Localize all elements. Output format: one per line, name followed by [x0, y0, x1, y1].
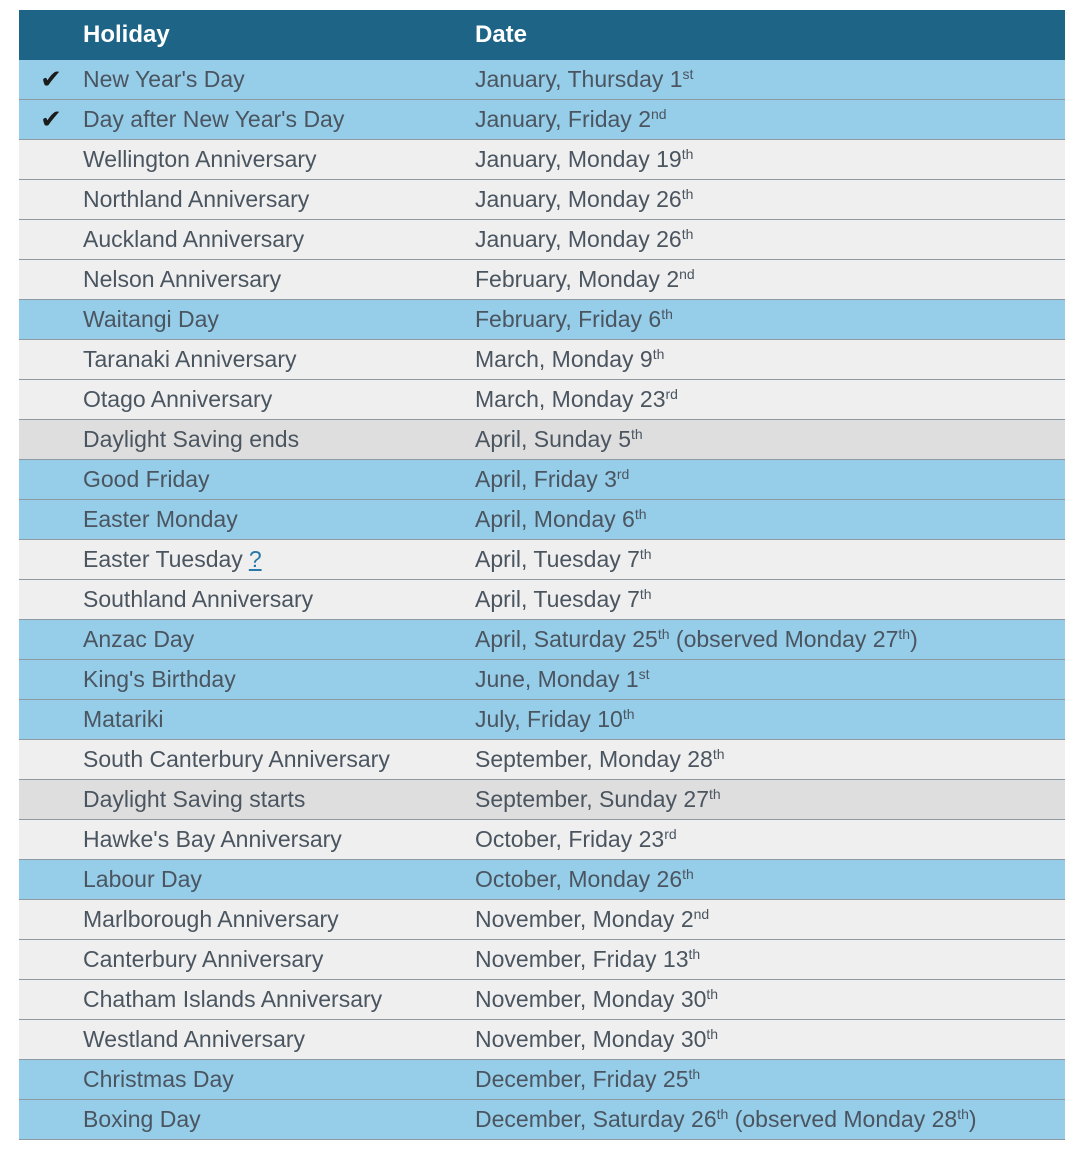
date-text: March, Monday 9 — [475, 346, 653, 372]
holiday-name: Anzac Day — [83, 626, 195, 652]
date-ordinal-suffix: th — [712, 746, 725, 762]
date-ordinal-suffix: th — [657, 626, 670, 642]
holiday-name-cell — [83, 146, 475, 173]
holiday-name-cell — [83, 906, 475, 933]
date-ordinal-suffix: th — [622, 706, 635, 722]
date-ordinal-suffix: th — [706, 986, 719, 1002]
holiday-name-cell — [83, 666, 475, 693]
holiday-name: Otago Anniversary — [83, 386, 273, 412]
table-row — [19, 500, 1065, 540]
holiday-name-cell — [83, 1106, 475, 1133]
date-ordinal-suffix: nd — [679, 266, 695, 282]
table-row — [19, 540, 1065, 580]
holiday-name: Daylight Saving starts — [83, 786, 306, 812]
holiday-name: Good Friday — [83, 466, 210, 492]
holiday-date — [475, 106, 1065, 133]
table-row — [19, 100, 1065, 140]
holiday-name-cell — [83, 586, 475, 613]
holiday-name-cell — [83, 186, 475, 213]
holiday-name-cell — [83, 346, 475, 373]
holiday-date — [475, 946, 1065, 973]
table-row — [19, 380, 1065, 420]
holiday-date — [475, 546, 1065, 573]
date-ordinal-suffix: th — [716, 1106, 729, 1122]
date-ordinal-suffix: th — [681, 226, 694, 242]
holiday-date — [475, 786, 1065, 813]
holiday-date — [475, 666, 1065, 693]
date-text: February, Friday 6 — [475, 306, 662, 332]
table-row — [19, 660, 1065, 700]
date-text: June, Monday 1 — [475, 666, 639, 692]
date-text: October, Friday 23 — [475, 826, 665, 852]
holiday-name: Hawke's Bay Anniversary — [83, 826, 342, 852]
table-row — [19, 980, 1065, 1020]
holiday-name-cell — [83, 786, 475, 813]
holiday-name-cell — [83, 266, 475, 293]
holiday-name: Daylight Saving ends — [83, 426, 300, 452]
date-text: October, Monday 26 — [475, 866, 683, 892]
holiday-name: Westland Anniversary — [83, 1026, 306, 1052]
holiday-name: King's Birthday — [83, 666, 236, 692]
holiday-date — [475, 146, 1065, 173]
date-text: April, Sunday 5 — [475, 426, 631, 452]
holiday-name: Wellington Anniversary — [83, 146, 317, 172]
date-text: March, Monday 23 — [475, 386, 666, 412]
holiday-date — [475, 66, 1065, 93]
holiday-date — [475, 1106, 1065, 1133]
date-text: November, Monday 30 — [475, 1026, 707, 1052]
date-ordinal-suffix: nd — [650, 106, 667, 122]
holiday-date — [475, 386, 1065, 413]
holiday-name-cell — [83, 986, 475, 1013]
header-date: Date — [475, 21, 528, 48]
table-row — [19, 220, 1065, 260]
date-ordinal-suffix: st — [638, 666, 650, 682]
date-ordinal-suffix: th — [688, 1066, 701, 1082]
holiday-name: New Year's Day — [83, 66, 245, 92]
holiday-date — [475, 266, 1065, 293]
date-text: January, Thursday 1 — [475, 66, 683, 92]
holiday-name-cell — [83, 1066, 475, 1093]
date-ordinal-suffix: th — [957, 1106, 969, 1122]
date-text: November, Friday 13 — [475, 946, 689, 972]
date-ordinal-suffix: th — [681, 146, 694, 162]
holiday-name-cell — [83, 226, 475, 253]
holiday-name: Marlborough Anniversary — [83, 906, 339, 932]
holiday-name-cell — [83, 1026, 475, 1053]
date-text: ) — [968, 1106, 977, 1132]
holiday-name: Labour Day — [83, 866, 202, 892]
holiday-date — [475, 706, 1065, 733]
table-row — [19, 1100, 1065, 1140]
holiday-date — [475, 986, 1065, 1013]
date-text: December, Friday 25 — [475, 1066, 689, 1092]
date-text: February, Monday 2 — [475, 266, 680, 292]
holiday-name-cell — [83, 66, 475, 93]
table-row — [19, 940, 1065, 980]
holiday-name-cell — [83, 466, 475, 493]
holiday-date — [475, 426, 1065, 453]
table-row — [19, 700, 1065, 740]
date-text: April, Monday 6 — [475, 506, 635, 532]
date-ordinal-suffix: rd — [665, 386, 678, 402]
holiday-table — [19, 10, 1065, 1140]
holiday-date — [475, 586, 1065, 613]
date-ordinal-suffix: th — [639, 586, 652, 602]
date-text: January, Monday 26 — [475, 226, 682, 252]
holiday-name: Waitangi Day — [83, 306, 219, 332]
header-holiday: Holiday — [83, 21, 170, 48]
table-body — [19, 60, 1065, 1140]
holiday-name-cell — [83, 106, 475, 133]
table-row — [19, 180, 1065, 220]
holiday-date — [475, 506, 1065, 533]
date-ordinal-suffix: th — [706, 1026, 719, 1042]
date-text: April, Tuesday 7 — [475, 586, 640, 612]
holiday-date — [475, 346, 1065, 373]
holiday-name-cell — [83, 306, 475, 333]
table-header — [19, 10, 1065, 60]
holiday-name-cell — [83, 506, 475, 533]
table-row — [19, 860, 1065, 900]
date-text: January, Monday 19 — [475, 146, 682, 172]
date-ordinal-suffix: th — [682, 866, 694, 882]
table-row — [19, 260, 1065, 300]
holiday-date — [475, 226, 1065, 253]
checkmark-icon: ✔ — [40, 64, 62, 94]
holiday-date — [475, 466, 1065, 493]
table-row — [19, 580, 1065, 620]
holiday-date — [475, 826, 1065, 853]
date-text: ) — [910, 626, 918, 652]
table-row — [19, 820, 1065, 860]
date-text: September, Monday 28 — [475, 746, 713, 772]
date-ordinal-suffix: st — [682, 66, 694, 82]
holiday-name: Easter Monday — [83, 506, 238, 532]
holiday-date — [475, 626, 1065, 653]
holiday-name-cell — [83, 386, 475, 413]
date-ordinal-suffix: th — [681, 186, 694, 202]
table-row — [19, 60, 1065, 100]
holiday-name-cell — [83, 706, 475, 733]
checkmark-icon: ✔ — [40, 104, 62, 134]
holiday-name: Southland Anniversary — [83, 586, 314, 612]
date-ordinal-suffix: rd — [664, 826, 677, 842]
holiday-name: Christmas Day — [83, 1066, 234, 1092]
date-text: (observed Monday 27 — [669, 626, 899, 652]
holiday-name-cell — [83, 746, 475, 773]
date-ordinal-suffix: th — [709, 786, 721, 802]
holiday-name: Matariki — [83, 706, 164, 732]
table-row — [19, 140, 1065, 180]
date-ordinal-suffix: th — [634, 506, 647, 522]
holiday-name-cell — [83, 546, 475, 573]
date-ordinal-suffix: th — [630, 426, 643, 442]
holiday-name: Chatham Islands Anniversary — [83, 986, 383, 1012]
date-text: (observed Monday 28 — [728, 1106, 958, 1132]
holiday-date — [475, 746, 1065, 773]
table-row — [19, 300, 1065, 340]
check-cell — [19, 64, 83, 95]
holiday-name-cell — [83, 946, 475, 973]
table-row — [19, 420, 1065, 460]
holiday-name: Canterbury Anniversary — [83, 946, 324, 972]
table-row — [19, 1060, 1065, 1100]
date-ordinal-suffix: th — [898, 626, 911, 642]
date-ordinal-suffix: nd — [693, 906, 710, 922]
holiday-name: Boxing Day — [83, 1106, 201, 1132]
holiday-name-cell — [83, 826, 475, 853]
table-row — [19, 460, 1065, 500]
date-text: November, Monday 30 — [475, 986, 707, 1012]
check-cell — [19, 104, 83, 135]
holiday-name: Northland Anniversary — [83, 186, 310, 212]
holiday-date — [475, 186, 1065, 213]
date-text: January, Friday 2 — [475, 106, 651, 132]
date-text: December, Saturday 26 — [475, 1106, 717, 1132]
holiday-date — [475, 906, 1065, 933]
holiday-name-cell — [83, 626, 475, 653]
holiday-name: Auckland Anniversary — [83, 226, 305, 252]
holiday-name: Day after New Year's Day — [83, 106, 345, 132]
date-text: April, Friday 3 — [475, 466, 617, 492]
date-text: September, Sunday 27 — [475, 786, 709, 812]
help-link[interactable]: ? — [248, 546, 262, 572]
holiday-name-cell — [83, 426, 475, 453]
holiday-date — [475, 1026, 1065, 1053]
table-row — [19, 900, 1065, 940]
holiday-date — [475, 866, 1065, 893]
date-ordinal-suffix: th — [688, 946, 701, 962]
table-row — [19, 1020, 1065, 1060]
holiday-name-cell — [83, 866, 475, 893]
date-ordinal-suffix: rd — [616, 466, 630, 482]
date-text: January, Monday 26 — [475, 186, 682, 212]
date-ordinal-suffix: th — [639, 546, 652, 562]
holiday-date — [475, 306, 1065, 333]
holiday-name: South Canterbury Anniversary — [83, 746, 390, 772]
holiday-name: Nelson Anniversary — [83, 266, 282, 292]
holiday-name: Taranaki Anniversary — [83, 346, 297, 372]
date-text: April, Tuesday 7 — [475, 546, 640, 572]
date-ordinal-suffix: th — [661, 306, 673, 322]
holiday-date — [475, 1066, 1065, 1093]
holiday-name: Easter Tuesday — [83, 546, 243, 572]
date-text: July, Friday 10 — [475, 706, 623, 732]
table-row — [19, 620, 1065, 660]
date-text: November, Monday 2 — [475, 906, 694, 932]
table-row — [19, 780, 1065, 820]
table-row — [19, 740, 1065, 780]
date-ordinal-suffix: th — [652, 346, 665, 362]
table-row — [19, 340, 1065, 380]
date-text: April, Saturday 25 — [475, 626, 658, 652]
